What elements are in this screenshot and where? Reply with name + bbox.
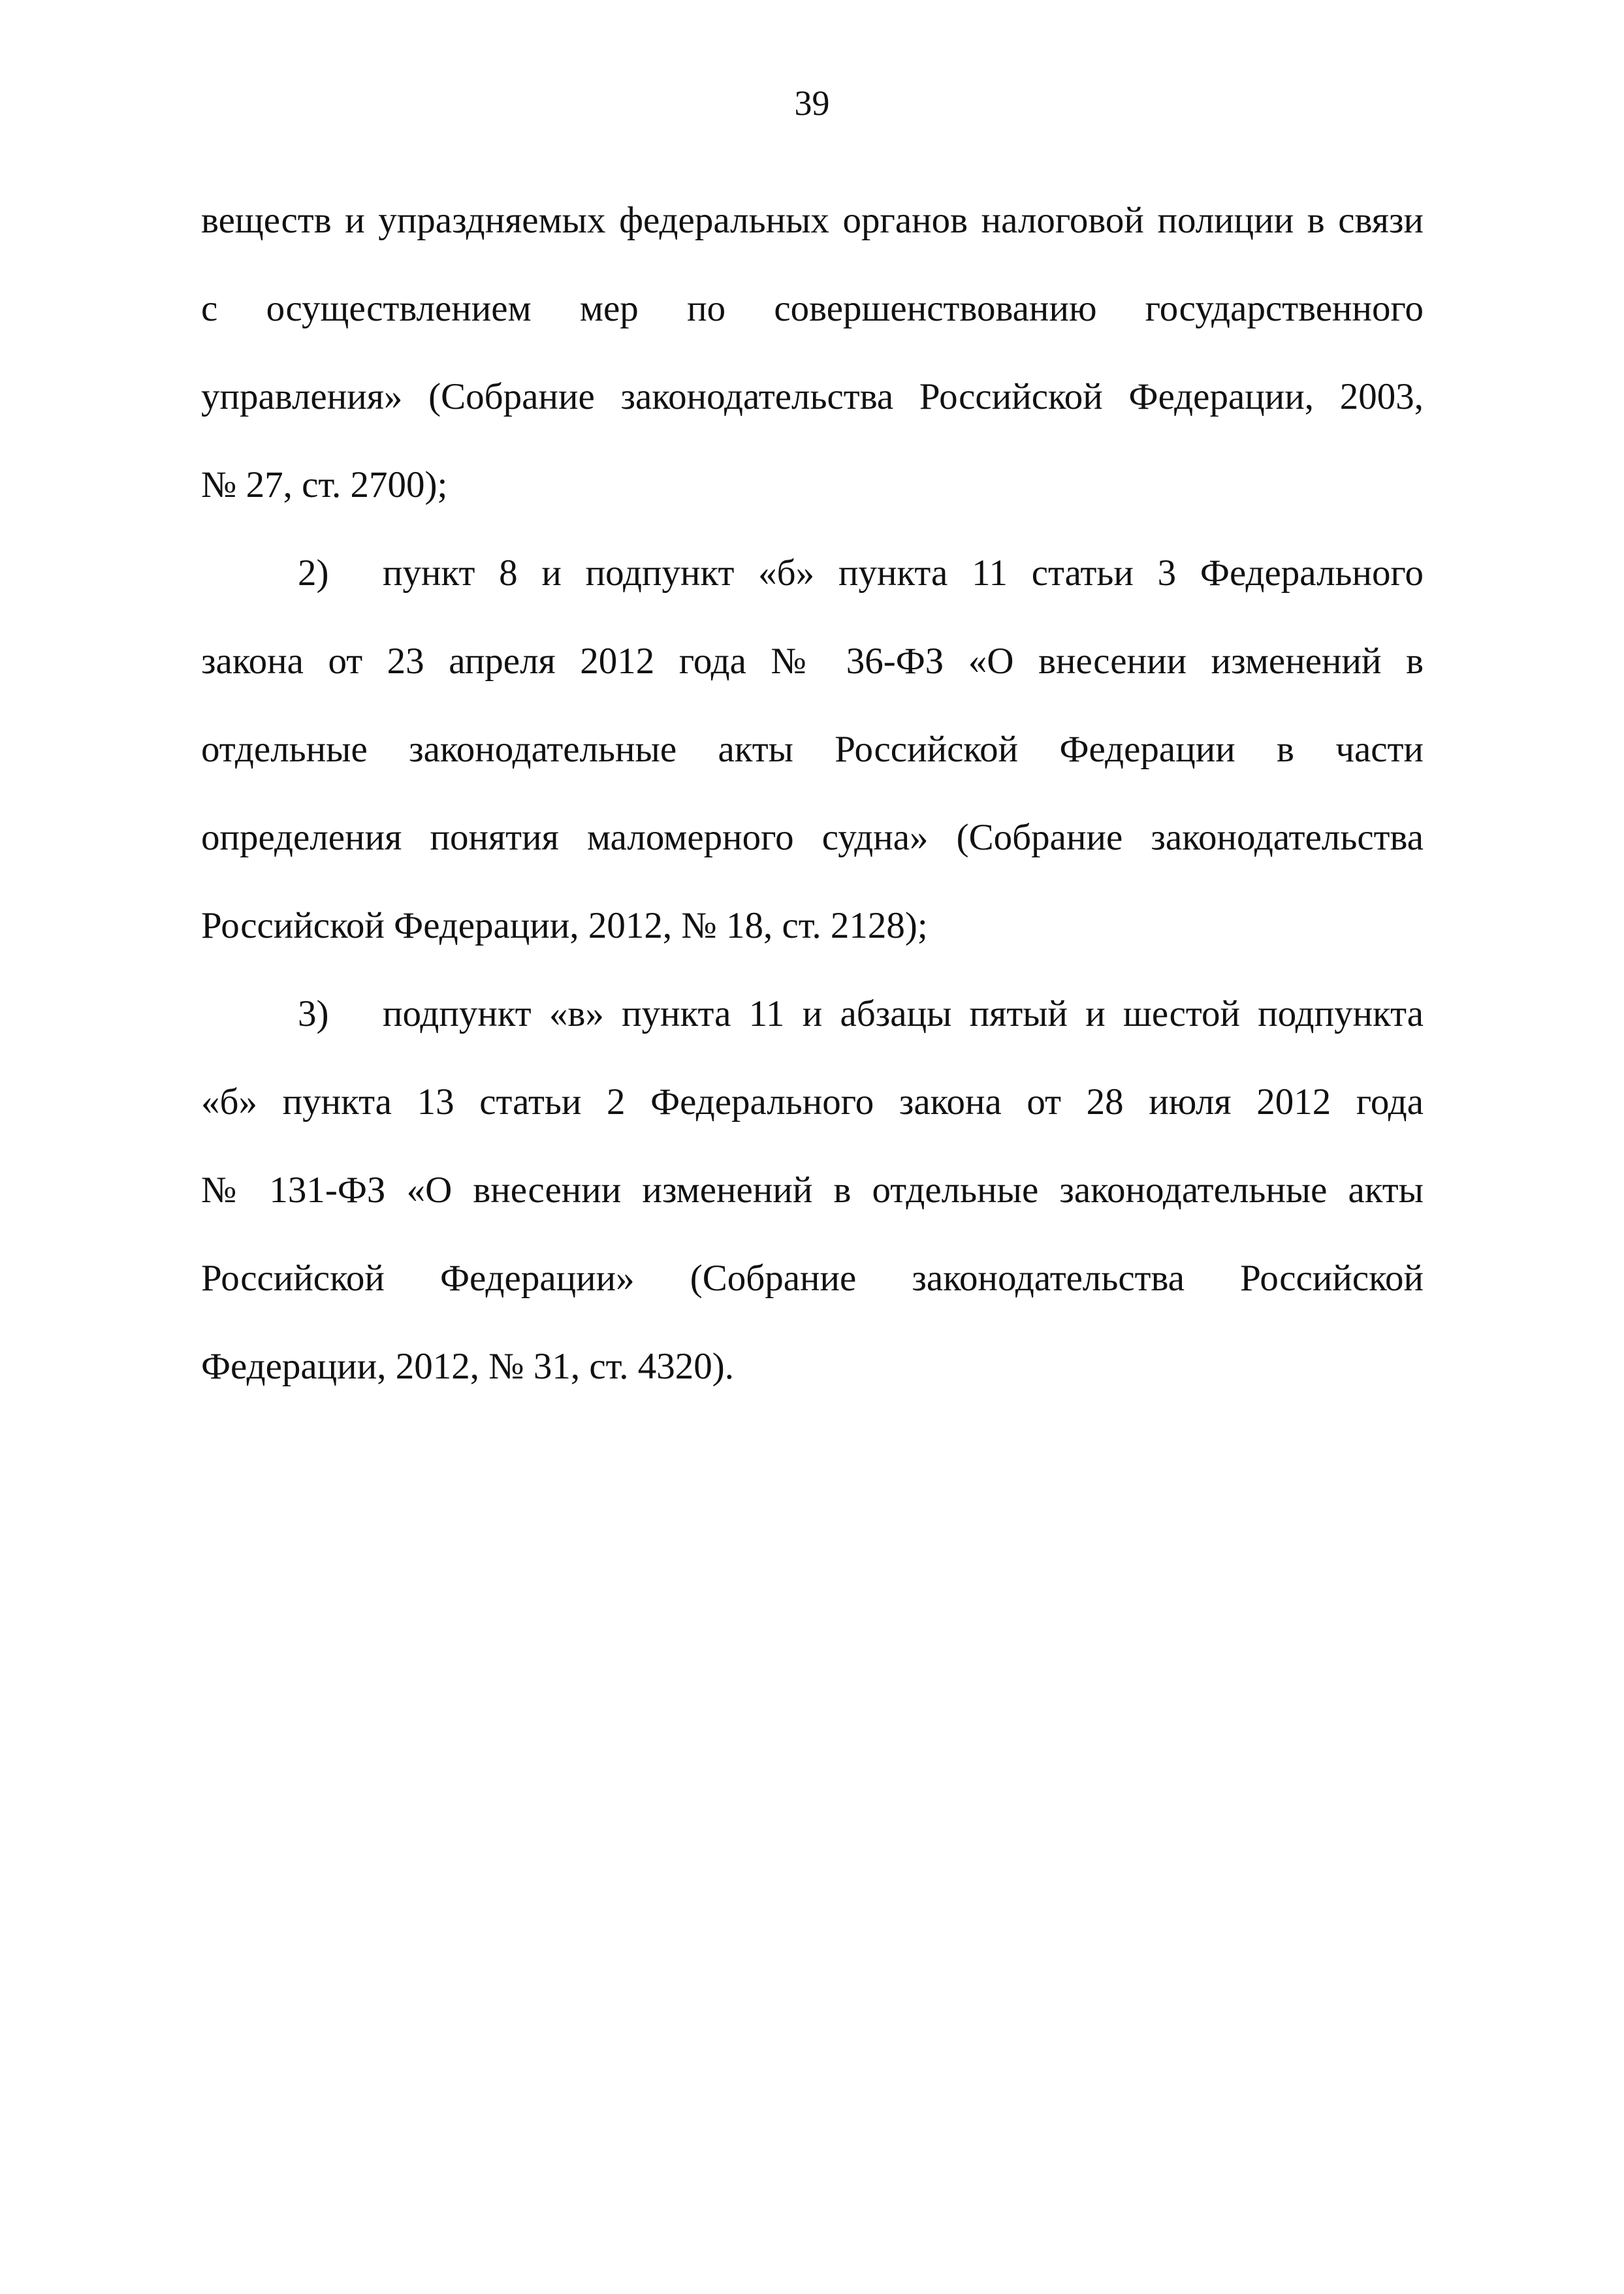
list-item-first-line xyxy=(201,970,1424,1058)
text-line: с осуществлением мер по совершенствованию государственного xyxy=(201,288,1424,329)
text-line: № 27, ст. 2700); xyxy=(201,464,448,505)
text-line: определения понятия маломерного судна» (Собрание законодательства xyxy=(201,817,1424,858)
text-line: закона от 23 апреля 2012 года № 36-ФЗ «О внесении изменений в xyxy=(201,641,1424,682)
page-number: 39 xyxy=(794,84,830,123)
list-item-number: 2) xyxy=(298,552,329,594)
text-line: Российской Федерации» (Собрание законодательства Российской xyxy=(201,1258,1424,1299)
text-line: веществ и упраздняемых федеральных органов налоговой полиции в связи xyxy=(201,200,1424,241)
document-body xyxy=(201,176,1424,1410)
text-line: Российской Федерации, 2012, № 18, ст. 2128); xyxy=(201,905,928,946)
text-line: управления» (Собрание законодательства Российской Федерации, 2003, xyxy=(201,376,1424,417)
text-line: «б» пункта 13 статьи 2 Федерального закона от 28 июля 2012 года xyxy=(201,1081,1424,1123)
list-item-number: 3) xyxy=(298,993,329,1034)
list-item-first-line xyxy=(201,529,1424,617)
text-line: пункт 8 и подпункт «б» пункта 11 статьи 3 Федерального xyxy=(383,552,1424,594)
text-line: Федерации, 2012, № 31, ст. 4320). xyxy=(201,1346,734,1387)
text-line: подпункт «в» пункта 11 и абзацы пятый и шестой подпункта xyxy=(383,993,1424,1034)
text-line: № 131-ФЗ «О внесении изменений в отдельные законодательные акты xyxy=(201,1170,1424,1211)
text-line: отдельные законодательные акты Российской Федерации в части xyxy=(201,729,1424,770)
